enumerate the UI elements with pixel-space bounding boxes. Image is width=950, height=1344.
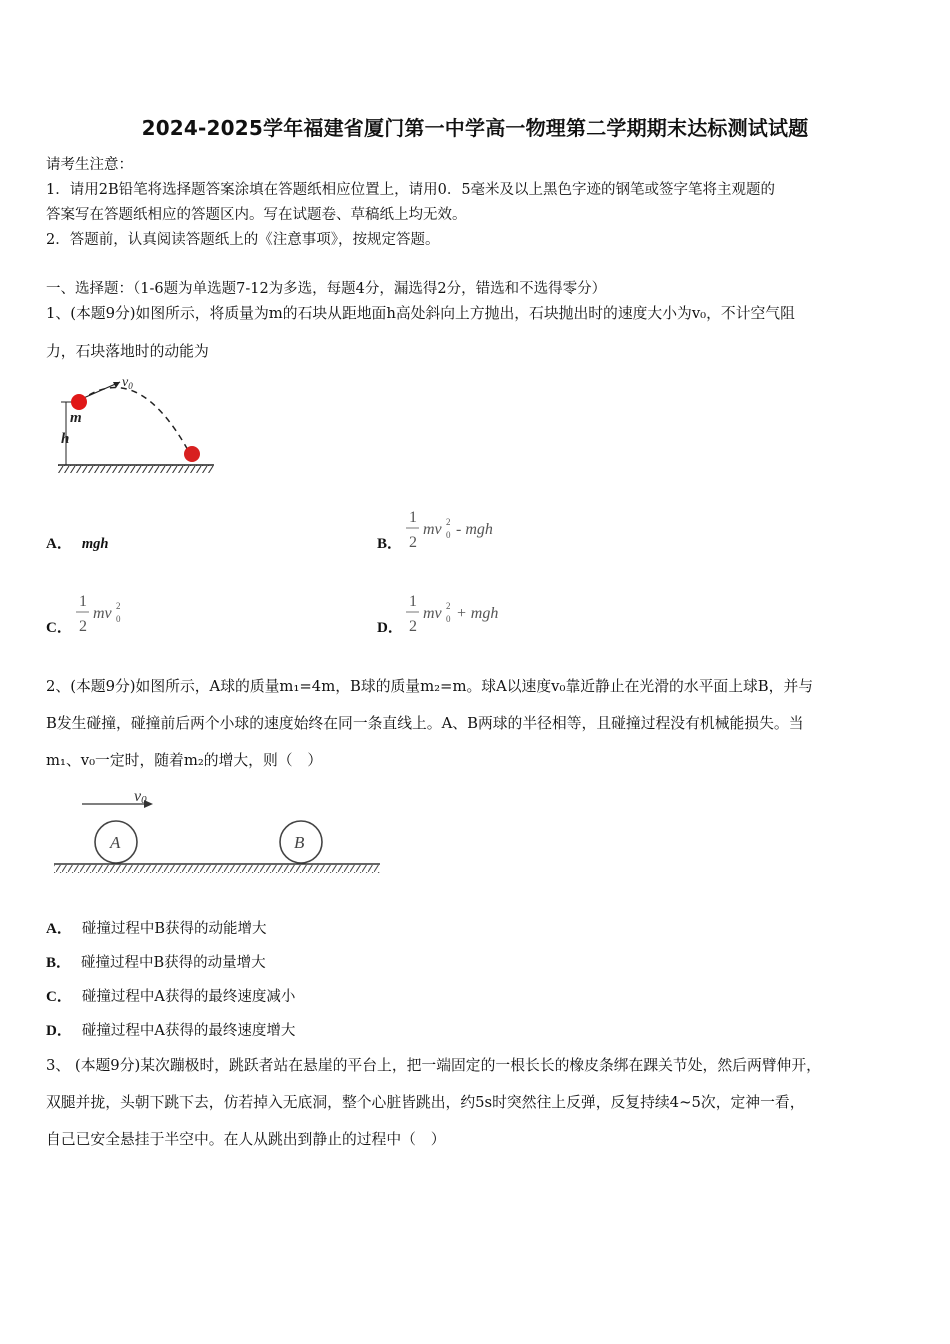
- notice-line-1: 1．请用2B铅笔将选择题答案涂填在答题纸相应位置上，请用0．5毫米及以上黑色字迹的钢笔或签字笔将主观题的: [46, 182, 776, 198]
- v0-label: v0: [134, 788, 147, 806]
- notice-line-3: 2．答题前，认真阅读答题纸上的《注意事项》，按规定答题。: [46, 232, 440, 248]
- ball-a-label: A: [110, 833, 121, 852]
- formula-superscript: 2: [446, 517, 451, 527]
- question-2-line-1: 2、(本题9分)如图所示，A球的质量m₁=4m，B球的质量m₂=m。球A以速度v₀靠近静止在光滑的水平面上球B，并与: [46, 678, 814, 695]
- notice-line-2: 答案写在答题纸相应的答题区内。写在试题卷、草稿纸上均无效。: [46, 207, 467, 223]
- option-text: mgh: [81, 536, 109, 552]
- option-key: B．: [377, 536, 403, 552]
- question-1-line-1: 1、(本题9分)如图所示，将质量为m的石块从距地面h高处斜向上方抛出，石块抛出时的速度大小为v₀，不计空气阻: [46, 305, 795, 322]
- formula-numerator: 1: [409, 509, 417, 526]
- question-1-line-2: 力，石块落地时的动能为: [46, 343, 209, 360]
- option-key: D．: [46, 1023, 72, 1039]
- question-3-line-3: 自己已安全悬挂于半空中。在人从跳出到静止的过程中（ ）: [46, 1131, 446, 1148]
- stone-landing: [184, 446, 200, 462]
- formula-denominator: 2: [409, 534, 417, 551]
- trajectory-path: [80, 388, 189, 452]
- q2-option-a[interactable]: [46, 917, 267, 938]
- option-text: 碰撞过程中B获得的动量增大: [81, 955, 266, 971]
- q2-option-d[interactable]: [46, 1019, 295, 1040]
- option-key: A．: [46, 536, 72, 552]
- formula-term: mv: [423, 605, 442, 622]
- option-key: B．: [46, 955, 72, 971]
- question-2-line-3: m₁、v₀一定时，随着m₂的增大，则（ ）: [46, 752, 323, 769]
- q1-option-a[interactable]: [46, 532, 108, 553]
- formula-term: mv: [93, 605, 112, 622]
- formula-denominator: 2: [409, 618, 417, 635]
- question-2-line-2: B发生碰撞，碰撞前后两个小球的速度始终在同一条直线上。A、B两球的半径相等，且碰撞过程没有机械能损失。当: [46, 715, 804, 732]
- option-key: C．: [46, 620, 72, 636]
- collision-figure: [50, 784, 384, 878]
- option-text: 碰撞过程中A获得的最终速度增大: [81, 1023, 296, 1039]
- q1-option-b-formula: [402, 505, 522, 555]
- formula-subscript: 0: [446, 530, 451, 540]
- q2-option-c[interactable]: [46, 985, 295, 1006]
- option-text: 碰撞过程中B获得的动能增大: [81, 921, 267, 937]
- formula-subscript: 0: [446, 614, 451, 624]
- formula-tail: + mgh: [456, 605, 499, 622]
- formula-superscript: 2: [446, 601, 451, 611]
- option-key: C．: [46, 989, 72, 1005]
- ball-b-label: B: [294, 833, 305, 852]
- v0-label: $v_0$: [122, 375, 133, 391]
- formula-tail: - mgh: [456, 521, 493, 538]
- mass-label: m: [70, 410, 82, 426]
- option-text: 碰撞过程中A获得的最终速度减小: [81, 989, 296, 1005]
- notice-heading: 请考生注意：: [46, 157, 133, 173]
- formula-term: mv: [423, 521, 442, 538]
- option-key: A．: [46, 921, 72, 937]
- question-3-line-1: 3、 (本题9分)某次蹦极时，跳跃者站在悬崖的平台上，把一端固定的一根长长的橡皮条绑在踝关节处，然后两臂伸开，: [46, 1057, 821, 1074]
- q1-option-c-formula: [72, 589, 152, 639]
- height-label: h: [61, 431, 70, 447]
- formula-numerator: 1: [79, 593, 87, 610]
- formula-superscript: 2: [116, 601, 121, 611]
- formula-subscript: 0: [116, 614, 121, 624]
- projectile-figure: [52, 370, 222, 474]
- ground-hatch: [58, 465, 214, 473]
- stone-start: [71, 394, 87, 410]
- formula-denominator: 2: [79, 618, 87, 635]
- section-heading: 一、选择题：（1-6题为单选题7-12为多选，每题4分，漏选得2分，错选和不选得零分）: [46, 281, 607, 297]
- q2-option-b[interactable]: [46, 951, 266, 972]
- question-3-line-2: 双腿并拢，头朝下跳下去，仿若掉入无底洞，整个心脏皆跳出，约5s时突然往上反弹，反复持续4~5次，定神一看，: [46, 1094, 805, 1111]
- option-key: D．: [377, 620, 403, 636]
- q1-option-d-formula: [402, 589, 522, 639]
- formula-numerator: 1: [409, 593, 417, 610]
- page-title: 2024-2025学年福建省厦门第一中学高一物理第二学期期末达标测试试题: [141, 116, 809, 140]
- floor-hatch: [54, 865, 380, 873]
